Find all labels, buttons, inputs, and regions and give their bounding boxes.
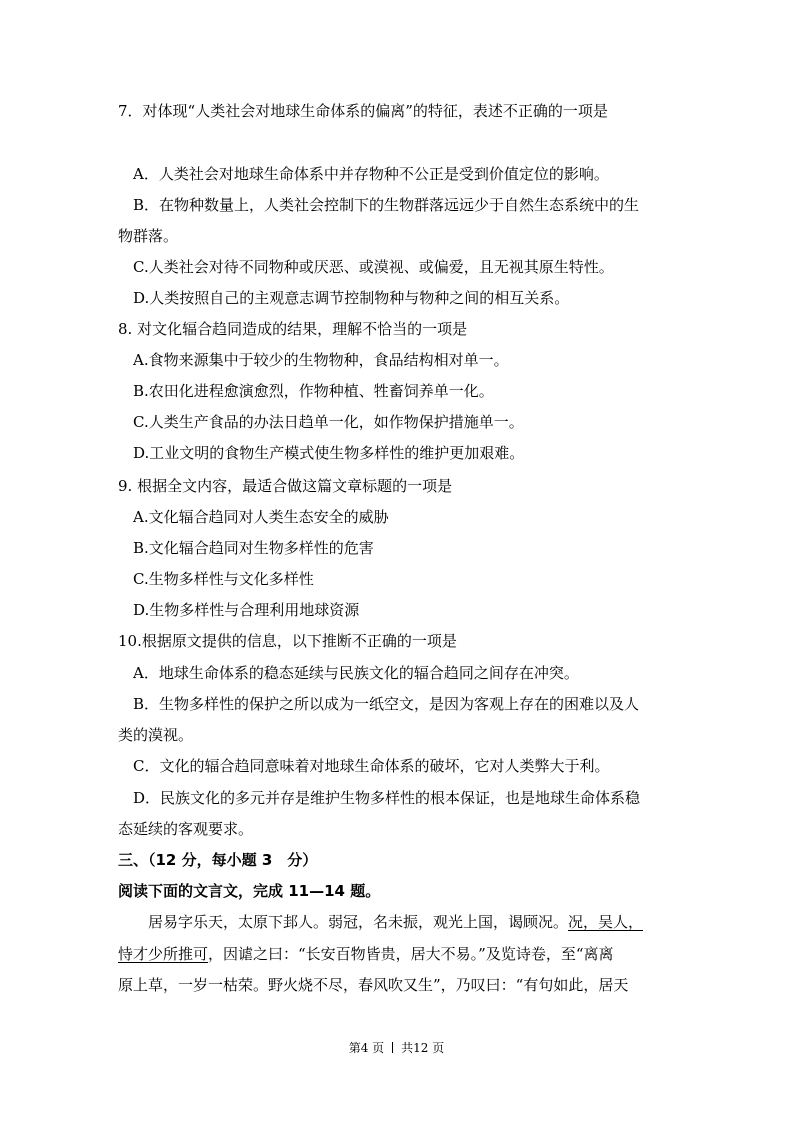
q9-option-a: A.文化辐合趋同对人类生态安全的威胁 (133, 508, 389, 526)
passage-line-1 (148, 912, 708, 932)
page-number: 第4 页 (348, 1041, 385, 1055)
q10-option-d-line1: D．民族文化的多元并存是维护生物多样性的根本保证，也是地球生命体系稳 (133, 789, 641, 807)
q9-option-c: C.生物多样性与文化多样性 (133, 570, 314, 588)
q10-option-c: C．文化的辐合趋同意味着对地球生命体系的破坏，它对人类弊大于利。 (133, 757, 610, 775)
q10-option-a: A．地球生命体系的稳态延续与民族文化的辐合趋同之间存在冲突。 (133, 664, 579, 682)
underlined-phrase: 恃才少所推可 (118, 945, 209, 963)
q7-option-c: C.人类社会对待不同物种或厌恶、或漠视、或偏爱，且无视其原生特性。 (133, 258, 614, 276)
q8-option-c: C.人类生产食品的办法日趋单一化，如作物保护措施单一。 (133, 413, 524, 431)
q9-option-b: B.文化辐合趋同对生物多样性的危害 (133, 539, 374, 557)
passage-text: ，因谑之曰：“长安百物皆贵，居大不易。”及览诗卷，至“离离 (208, 945, 614, 963)
q10-stem: 10.根据原文提供的信息，以下推断不正确的一项是 (118, 632, 457, 650)
q9-option-d: D.生物多样性与合理利用地球资源 (133, 601, 360, 619)
section-three-title: 三、（12 分，每小题 3 分） (118, 851, 318, 869)
passage-line-2 (118, 944, 678, 964)
page-footer (0, 1040, 793, 1056)
q10-option-d-line2: 态延续的客观要求。 (118, 820, 254, 838)
footer-divider (392, 1042, 393, 1053)
q10-option-b-line2: 类的漠视。 (118, 726, 194, 744)
q10-option-b-line1: B．生物多样性的保护之所以成为一纸空文，是因为客观上存在的困难以及人 (133, 695, 640, 713)
passage-line-3: 原上草，一岁一枯荣。野火烧不尽，春风吹又生”，乃叹曰：“有句如此，居天 (118, 976, 629, 994)
passage-text: 居易字乐天，太原下邽人。弱冠，名未振，观光上国，谒顾况。 (148, 913, 569, 931)
q8-option-a: A.食物来源集中于较少的生物物种，食品结构相对单一。 (133, 351, 509, 369)
q7-option-b-line1: B．在物种数量上，人类社会控制下的生物群落远远少于自然生态系统中的生 (133, 196, 640, 214)
underlined-phrase: 况，吴人， (568, 913, 644, 931)
q7-option-a: A．人类社会对地球生命体系中并存物种不公正是受到价值定位的影响。 (133, 165, 609, 183)
q8-stem: 8. 对文化辐合趋同造成的结果，理解不恰当的一项是 (118, 320, 468, 338)
q7-option-b-line2: 物群落。 (118, 227, 179, 245)
q8-option-d: D.工业文明的食物生产模式使生物多样性的维护更加艰难。 (133, 444, 525, 462)
q9-stem: 9. 根据全文内容，最适合做这篇文章标题的一项是 (118, 477, 453, 495)
page-total: 共12 页 (401, 1041, 445, 1055)
q8-option-b: B.农田化进程愈演愈烈，作物种植、牲畜饲养单一化。 (133, 382, 494, 400)
q7-option-d: D.人类按照自己的主观意志调节控制物种与物种之间的相互关系。 (133, 289, 570, 307)
section-three-instruction: 阅读下面的文言文，完成 11—14 题。 (118, 882, 381, 900)
q7-stem: 7．对体现“人类社会对地球生命体系的偏离”的特征，表述不正确的一项是 (118, 102, 608, 120)
